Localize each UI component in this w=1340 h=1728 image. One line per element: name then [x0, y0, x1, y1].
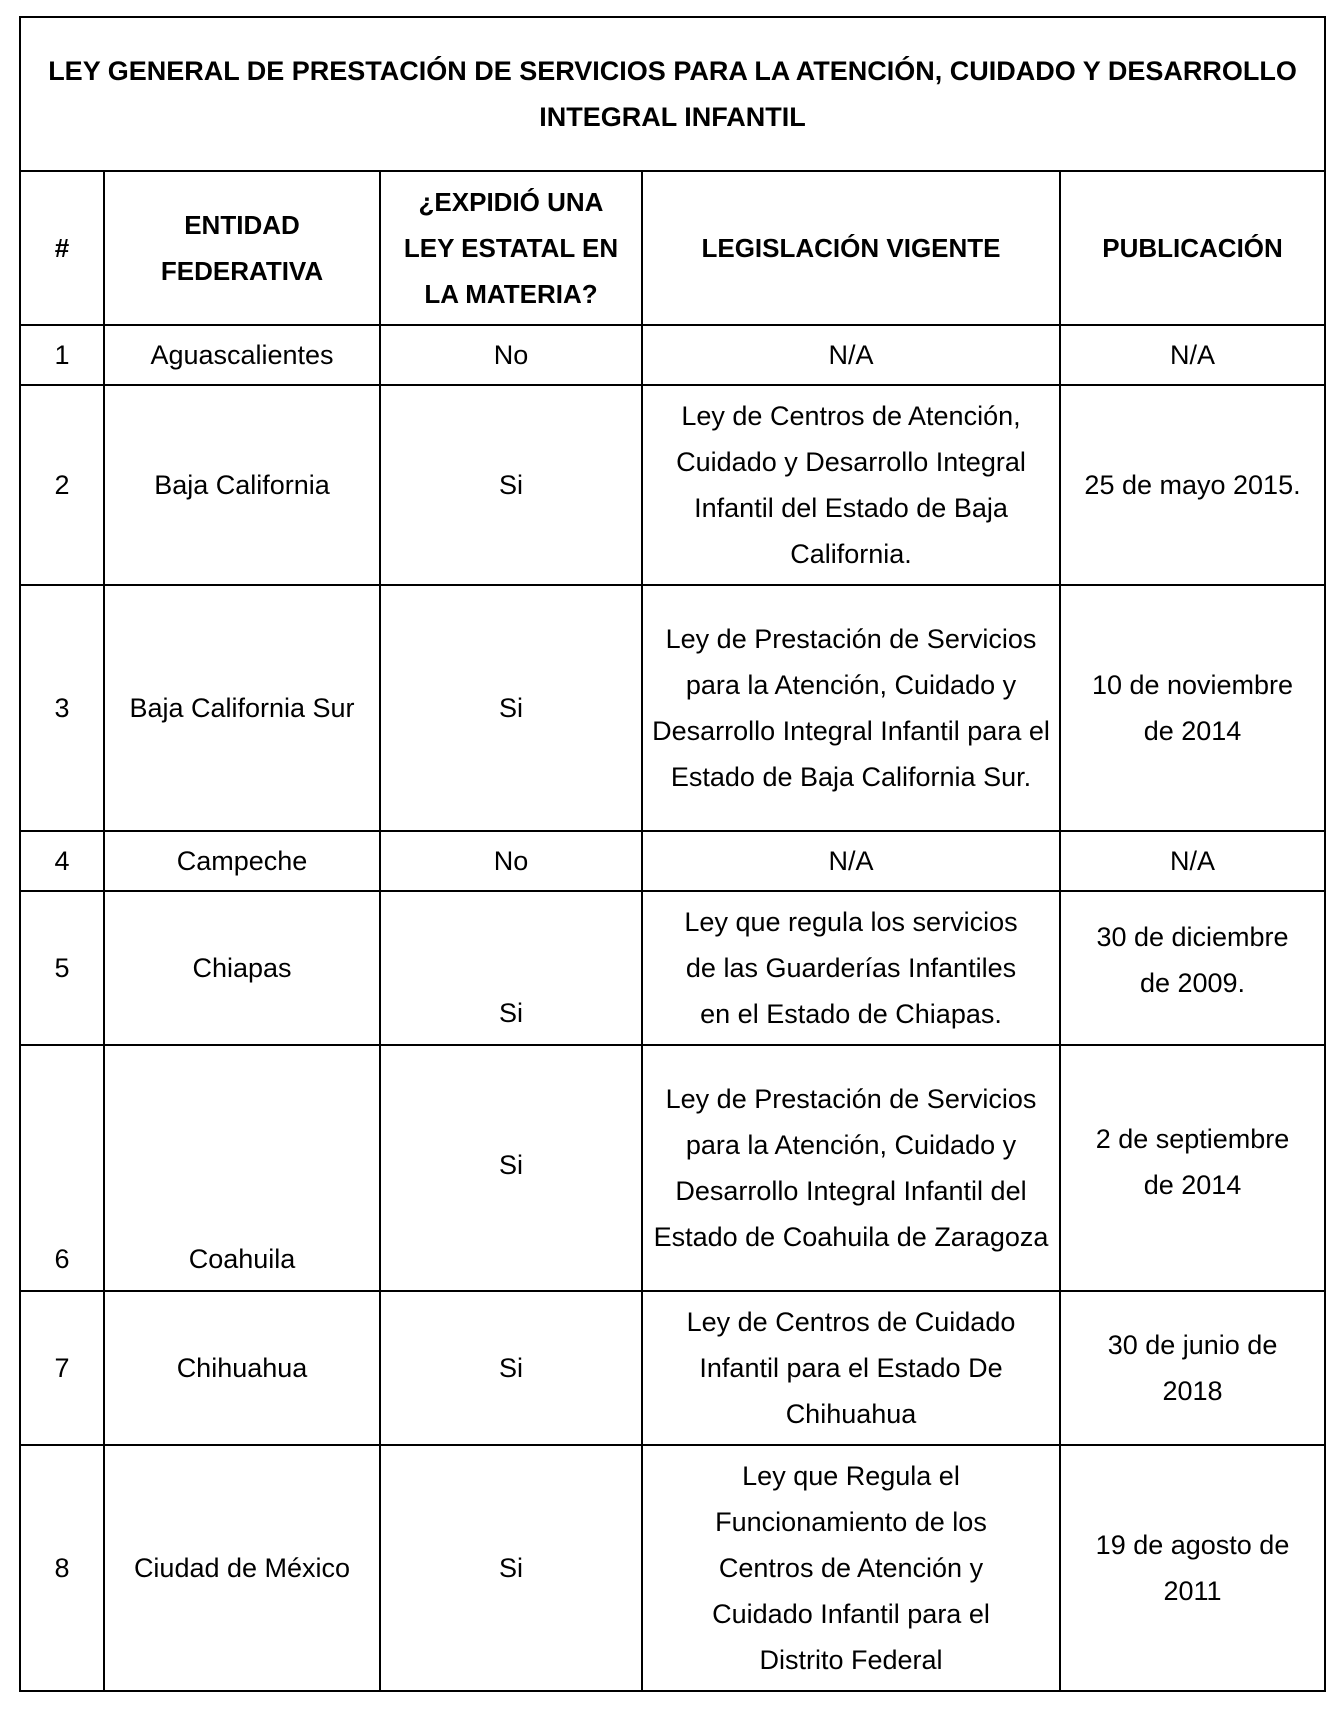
cell-publicacion: 30 de junio de 2018 [1060, 1291, 1325, 1445]
table-row [20, 1045, 1325, 1291]
cell-legislacion: N/A [642, 325, 1060, 385]
table-row [20, 891, 1325, 1045]
header-row [20, 171, 1325, 325]
cell-entidad: Campeche [104, 831, 380, 891]
table-row [20, 1291, 1325, 1445]
cell-expidio: Si [380, 1445, 642, 1691]
cell-num: 3 [20, 585, 104, 831]
cell-publicacion: 30 de diciembre de 2009. [1060, 891, 1325, 1045]
cell-legislacion: Ley de Prestación de Servicios para la Atención, Cuidado y Desarrollo Integral Infantil para el Estado de Baja California Sur. [642, 585, 1060, 831]
cell-legislacion: N/A [642, 831, 1060, 891]
cell-entidad: Baja California [104, 385, 380, 585]
cell-expidio: Si [380, 385, 642, 585]
cell-publicacion: 10 de noviembre de 2014 [1060, 585, 1325, 831]
table-row [20, 385, 1325, 585]
cell-legislacion: Ley de Centros de Atención, Cuidado y Desarrollo Integral Infantil del Estado de Baja California. [642, 385, 1060, 585]
cell-expidio: No [380, 831, 642, 891]
cell-entidad: Baja California Sur [104, 585, 380, 831]
cell-num: 7 [20, 1291, 104, 1445]
cell-expidio: Si [380, 1045, 642, 1291]
cell-entidad: Coahuila [104, 1045, 380, 1291]
cell-legislacion: Ley de Prestación de Servicios para la Atención, Cuidado y Desarrollo Integral Infantil del Estado de Coahuila de Zaragoza [642, 1045, 1060, 1291]
cell-publicacion: 19 de agosto de 2011 [1060, 1445, 1325, 1691]
cell-num: 2 [20, 385, 104, 585]
cell-expidio: Si [380, 891, 642, 1045]
header-entidad: ENTIDAD FEDERATIVA [104, 171, 380, 325]
cell-legislacion: Ley que regula los servicios de las Guarderías Infantiles en el Estado de Chiapas. [642, 891, 1060, 1045]
cell-num: 1 [20, 325, 104, 385]
cell-expidio: No [380, 325, 642, 385]
table-row [20, 325, 1325, 385]
cell-publicacion: 2 de septiembre de 2014 [1060, 1045, 1325, 1291]
cell-num: 4 [20, 831, 104, 891]
header-num: # [20, 171, 104, 325]
cell-entidad: Ciudad de México [104, 1445, 380, 1691]
cell-publicacion: N/A [1060, 831, 1325, 891]
cell-num: 5 [20, 891, 104, 1045]
cell-num: 6 [20, 1045, 104, 1291]
cell-expidio: Si [380, 1291, 642, 1445]
cell-entidad: Aguascalientes [104, 325, 380, 385]
cell-num: 8 [20, 1445, 104, 1691]
cell-entidad: Chihuahua [104, 1291, 380, 1445]
cell-publicacion: 25 de mayo 2015. [1060, 385, 1325, 585]
cell-entidad: Chiapas [104, 891, 380, 1045]
header-publicacion: PUBLICACIÓN [1060, 171, 1325, 325]
cell-legislacion: Ley que Regula el Funcionamiento de los Centros de Atención y Cuidado Infantil para el Distrito Federal [642, 1445, 1060, 1691]
header-expidio: ¿EXPIDIÓ UNA LEY ESTATAL EN LA MATERIA? [380, 171, 642, 325]
table-row [20, 831, 1325, 891]
table-row [20, 585, 1325, 831]
cell-publicacion: N/A [1060, 325, 1325, 385]
header-legislacion: LEGISLACIÓN VIGENTE [642, 171, 1060, 325]
table-row [20, 1445, 1325, 1691]
table-title: LEY GENERAL DE PRESTACIÓN DE SERVICIOS PARA LA ATENCIÓN, CUIDADO Y DESARROLLO INTEGRAL INFANTIL [20, 17, 1325, 171]
cell-legislacion: Ley de Centros de Cuidado Infantil para el Estado De Chihuahua [642, 1291, 1060, 1445]
state-legislation-table [19, 16, 1326, 1692]
cell-expidio: Si [380, 585, 642, 831]
